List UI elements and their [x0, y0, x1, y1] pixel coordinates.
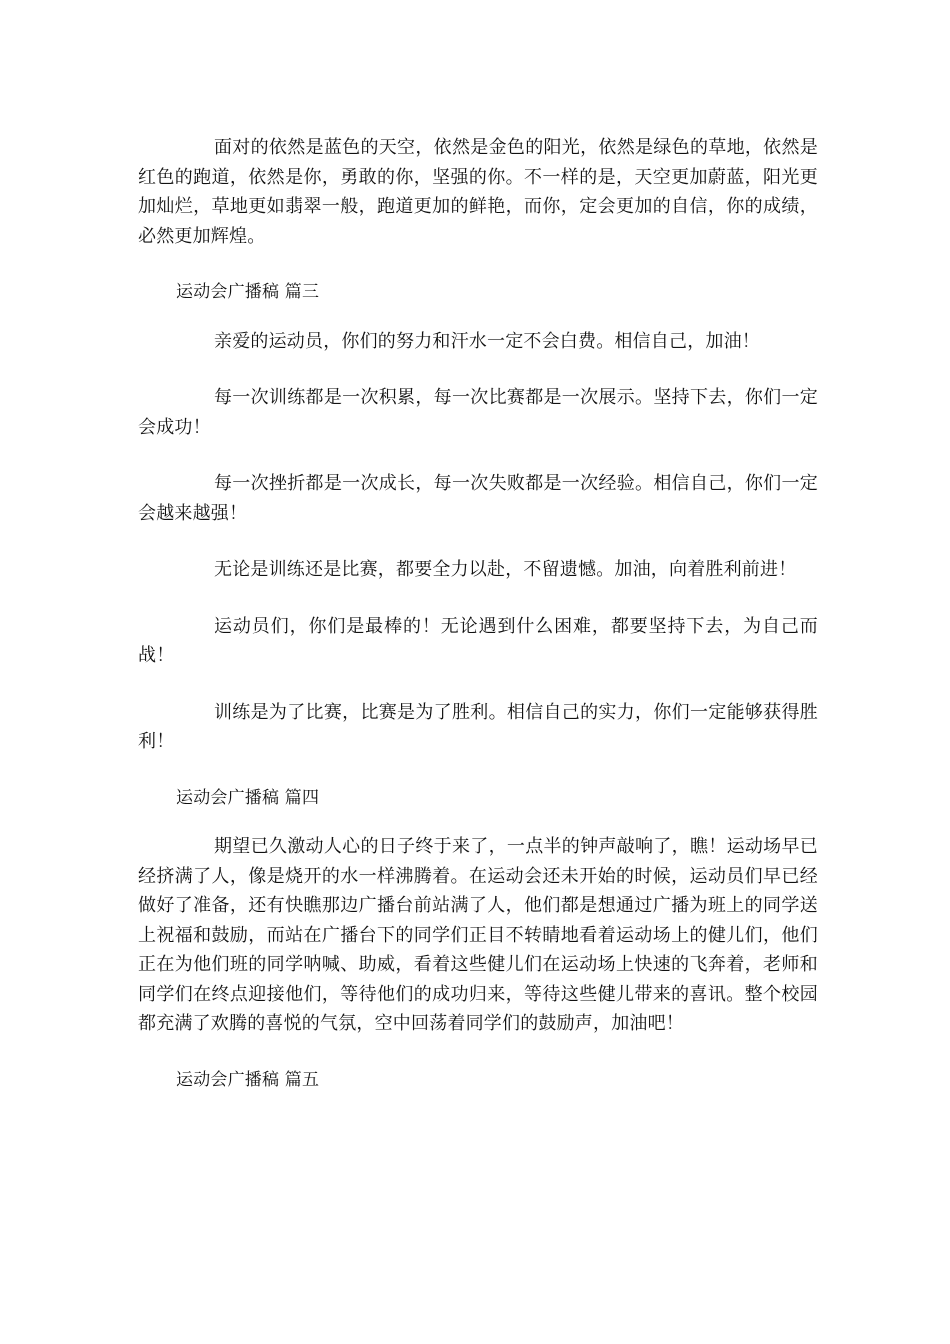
- section3-paragraph-5: 运动员们，你们是最棒的！无论遇到什么困难，都要坚持下去，为自己而战！: [138, 615, 818, 666]
- section4-paragraph-1: 期望已久激动人心的日子终于来了，一点半的钟声敲响了，瞧！运动场早已经挤满了人，像是烧开的水一样沸腾着。在运动会还未开始的时候，运动员们早已经做好了准备，还有快瞧那边广播台前站满了人，他们都是想通过广播为班上的同学送上祝福和鼓励，而站在广播台下的同学们正目不转睛地看着运动场上的健儿们，他们正在为他们班的同学呐喊、助威，看着这些健儿们在运动场上快速的飞奔着，老师和同学们在终点迎接他们，等待他们的成功归来，等待这些健儿带来的喜讯。整个校园都充满了欢腾的喜悦的气氛，空中回荡着同学们的鼓励声，加油吧！: [138, 836, 818, 1034]
- section3-paragraph-2: 每一次训练都是一次积累，每一次比赛都是一次展示。坚持下去，你们一定会成功！: [138, 387, 818, 438]
- spacer: [138, 585, 818, 612]
- section-heading-5: 运动会广播稿 篇五: [176, 1069, 320, 1090]
- section3-paragraph-6: 训练是为了比赛，比赛是为了胜利。相信自己的实力，你们一定能够获得胜利！: [138, 701, 818, 752]
- spacer: [138, 813, 818, 832]
- spacer: [138, 671, 818, 698]
- spacer: [138, 308, 818, 327]
- section3-paragraph-3: 每一次挫折都是一次成长，每一次失败都是一次经验。相信自己，你们一定会越来越强！: [138, 473, 818, 524]
- document-body: [138, 133, 818, 1095]
- section-heading-3: 运动会广播稿 篇三: [176, 282, 320, 302]
- spacer: [138, 1039, 818, 1066]
- spacer: [138, 251, 818, 278]
- spacer: [138, 356, 818, 383]
- spacer: [138, 757, 818, 784]
- section-heading-4: 运动会广播稿 篇四: [176, 787, 320, 808]
- section3-paragraph-1: 亲爱的运动员，你们的努力和汗水一定不会白费。相信自己，加油！: [214, 330, 760, 352]
- spacer: [138, 528, 818, 555]
- section3-paragraph-4: 无论是训练还是比赛，都要全力以赴，不留遗憾。加油，向着胜利前进！: [214, 559, 797, 580]
- spacer: [138, 442, 818, 469]
- intro-paragraph: 面对的依然是蓝色的天空，依然是金色的阳光，依然是绿色的草地，依然是红色的跑道，依然是你，勇敢的你，坚强的你。不一样的是，天空更加蔚蓝，阳光更加灿烂，草地更如翡翠一般，跑道更加的鲜艳，而你，定会更加的自信，你的成绩，必然更加辉煌。: [138, 137, 818, 247]
